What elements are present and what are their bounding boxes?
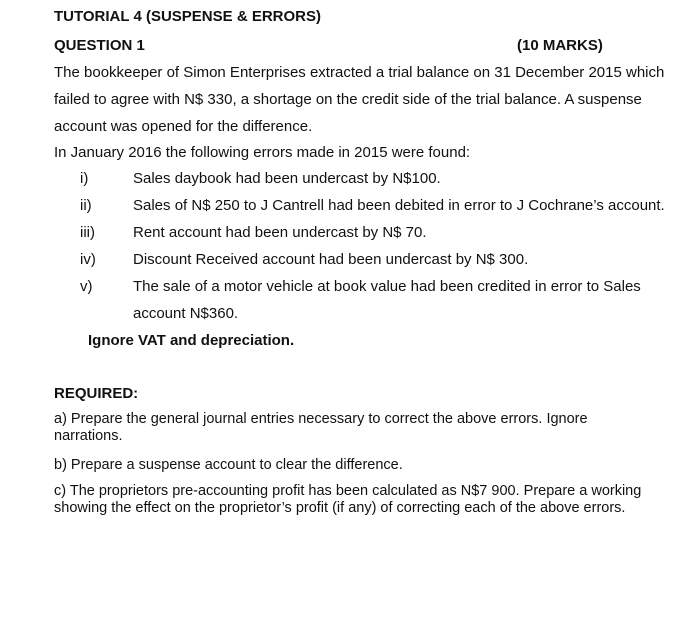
ignore-note: Ignore VAT and depreciation.	[88, 332, 295, 349]
error-item-text: account N$360.	[133, 305, 239, 322]
error-item-number: ii)	[80, 197, 92, 214]
required-line: showing the effect on the proprietor’s profit (if any) of correcting each of the above errors.	[54, 500, 626, 516]
required-line: a) Prepare the general journal entries necessary to correct the above errors. Ignore	[54, 411, 588, 427]
intro-line: account was opened for the difference.	[54, 118, 313, 135]
error-item-text: The sale of a motor vehicle at book value had been credited in error to Sales	[133, 278, 641, 295]
required-line: b) Prepare a suspense account to clear the difference.	[54, 457, 403, 473]
question-label: QUESTION 1	[54, 37, 145, 54]
required-heading: REQUIRED:	[54, 385, 139, 402]
errors-intro: In January 2016 the following errors made in 2015 were found:	[54, 144, 471, 161]
error-item-text: Sales of N$ 250 to J Cantrell had been debited in error to J Cochrane’s account.	[133, 197, 665, 214]
error-item-number: iv)	[80, 251, 96, 268]
error-item-number: iii)	[80, 224, 95, 241]
error-item-text: Rent account had been undercast by N$ 70.	[133, 224, 427, 241]
required-item	[54, 457, 403, 474]
error-item-number: i)	[80, 170, 89, 187]
error-item-text: Discount Received account had been undercast by N$ 300.	[133, 251, 529, 268]
required-item	[54, 483, 641, 517]
intro-line: failed to agree with N$ 330, a shortage on the credit side of the trial balance. A suspense	[54, 91, 642, 108]
required-line: narrations.	[54, 428, 123, 444]
required-item	[54, 411, 588, 445]
required-line: c) The proprietors pre-accounting profit has been calculated as N$7 900. Prepare a working	[54, 483, 642, 499]
intro-line: The bookkeeper of Simon Enterprises extracted a trial balance on 31 December 2015 which	[54, 64, 665, 81]
tutorial-title: TUTORIAL 4 (SUSPENSE & ERRORS)	[54, 8, 321, 25]
question-marks: (10 MARKS)	[517, 37, 603, 54]
error-item-text: Sales daybook had been undercast by N$100.	[133, 170, 441, 187]
error-item-number: v)	[80, 278, 93, 295]
